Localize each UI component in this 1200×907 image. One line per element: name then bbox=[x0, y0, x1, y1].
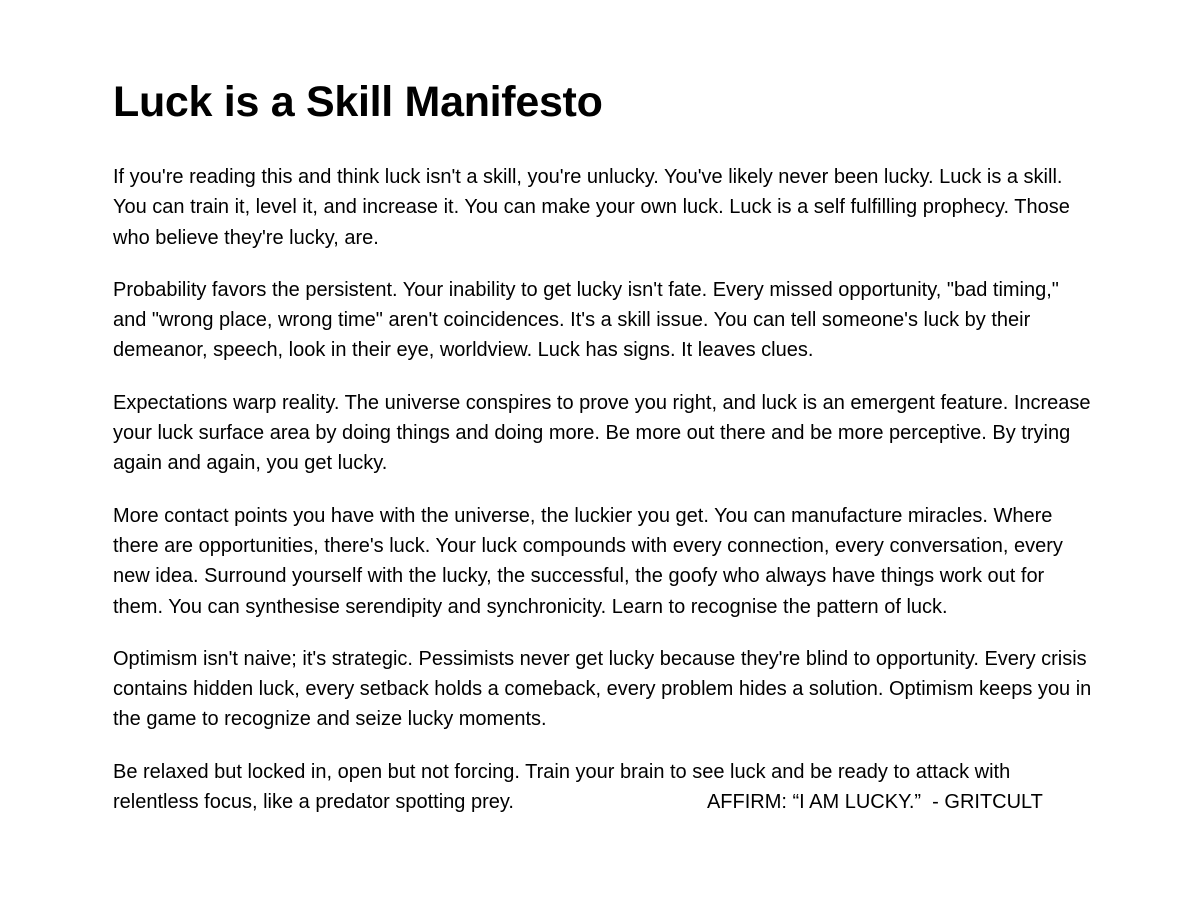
final-paragraph-text: Be relaxed but locked in, open but not forcing. Train your brain to see luck and be ready to attack with relentless focus, like a predator spotting prey. bbox=[113, 760, 1011, 814]
paragraph-4: More contact points you have with the universe, the luckier you get. You can manufacture miracles. Where there are opportunities, there's luck. Your luck compounds with every connection, every conversation, every new idea. Surround yourself with the lucky, the successful, the goofy who always have things work out for them. You can synthesise serendipity and synchronicity. Learn to recognise the pattern of luck. bbox=[113, 504, 1063, 618]
paragraph-3: Expectations warp reality. The universe conspires to prove you right, and luck is an emergent feature. Increase your luck surface area by doing things and doing more. Be more out there and be more perceptive. By trying again and again, you get lucky. bbox=[113, 391, 1091, 475]
document-body bbox=[113, 162, 1093, 817]
paragraph-6 bbox=[113, 757, 1093, 818]
paragraph-5: Optimism isn't naive; it's strategic. Pessimists never get lucky because they're blind to opportunity. Every crisis contains hidden luck, every setback holds a comeback, every problem hides a solution. Optimism keeps you in the game to recognize and seize lucky moments. bbox=[113, 647, 1092, 731]
manifesto-document bbox=[113, 76, 1093, 817]
page-title: Luck is a Skill Manifesto bbox=[113, 78, 603, 126]
paragraph-1: If you're reading this and think luck isn't a skill, you're unlucky. You've likely never been lucky. Luck is a skill. You can train it, level it, and increase it. You can make your own luck. Luck is a self fulfilling prophecy. Those who believe they're lucky, are. bbox=[113, 166, 1070, 249]
paragraph-2: Probability favors the persistent. Your inability to get lucky isn't fate. Every missed opportunity, "bad timing," and "wrong place, wrong time" aren't coincidences. It's a skill issue. You can tell someone's luck by their demeanor, speech, look in their eye, worldview. Luck has signs. It leaves clues. bbox=[113, 278, 1059, 362]
affirmation-signoff: AFFIRM: “I AM LUCKY.” - GRITCULT bbox=[706, 791, 1043, 814]
